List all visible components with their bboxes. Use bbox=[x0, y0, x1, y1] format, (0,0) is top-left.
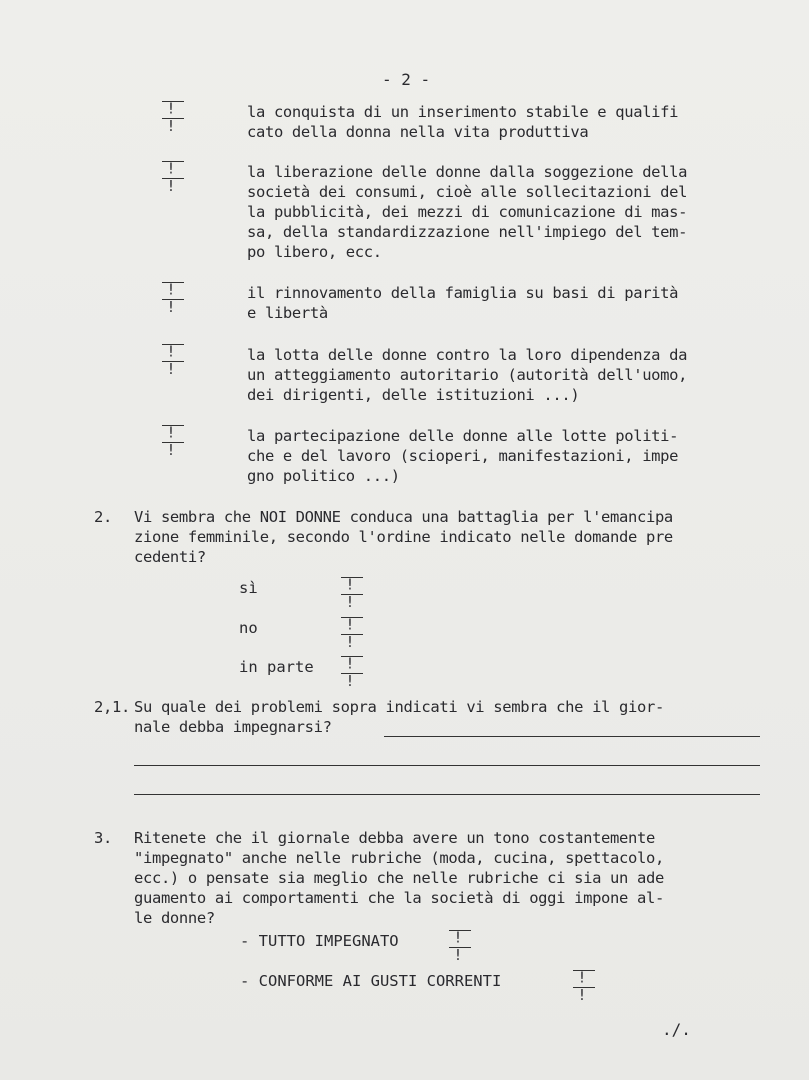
q21-line-2: nale debba impegnarsi? bbox=[134, 718, 332, 736]
q3-line-1: Ritenete che il giornale debba avere un tono costantemente bbox=[134, 829, 655, 847]
item-3-line-2: e libertà bbox=[247, 304, 328, 322]
q2-line-3: cedenti? bbox=[134, 548, 206, 566]
checkbox-item-3[interactable]: ! ! bbox=[162, 282, 184, 300]
item-2-line-4: sa, della standardizzazione nell'impiego del tem- bbox=[247, 223, 688, 241]
item-2-line-1: la liberazione delle donne dalla soggezione della bbox=[247, 163, 688, 181]
q21-number: 2,1. bbox=[94, 698, 130, 716]
item-2-line-5: po libero, ecc. bbox=[247, 243, 382, 261]
checkbox-item-2[interactable]: ! ! bbox=[162, 161, 184, 179]
q3-option-conforme-label: - CONFORME AI GUSTI CORRENTI bbox=[240, 972, 502, 990]
item-2-line-2: società dei consumi, cioè alle sollecitazioni del bbox=[247, 183, 688, 201]
q2-option-no-checkbox[interactable]: ! ! bbox=[341, 617, 363, 635]
q3-number: 3. bbox=[94, 829, 112, 847]
q3-option-tutto-impegnato-checkbox[interactable]: ! ! bbox=[449, 930, 471, 948]
page-number: - 2 - bbox=[382, 70, 431, 89]
q2-option-no-label: no bbox=[239, 619, 258, 637]
item-2-line-3: la pubblicità, dei mezzi di comunicazione di mas- bbox=[247, 203, 688, 221]
q21-line-1: Su quale dei problemi sopra indicati vi sembra che il gior- bbox=[134, 698, 664, 716]
item-4-line-2: un atteggiamento autoritario (autorità dell'uomo, bbox=[247, 366, 688, 384]
checkbox-item-4[interactable]: ! ! bbox=[162, 344, 184, 362]
q3-line-4: guamento ai comportamenti che la società di oggi impone al- bbox=[134, 889, 664, 907]
q21-answer-line-3[interactable] bbox=[134, 794, 760, 795]
q3-line-2: "impegnato" anche nelle rubriche (moda, cucina, spettacolo, bbox=[134, 849, 664, 867]
q2-number: 2. bbox=[94, 508, 112, 526]
item-1-line-1: la conquista di un inserimento stabile e qualifi bbox=[247, 103, 679, 121]
checkbox-item-5[interactable]: ! ! bbox=[162, 425, 184, 443]
item-5-line-3: gno politico ...) bbox=[247, 467, 400, 485]
item-5-line-2: che e del lavoro (scioperi, manifestazioni, impe bbox=[247, 447, 679, 465]
q2-line-2: zione femminile, secondo l'ordine indicato nelle domande pre bbox=[134, 528, 673, 546]
q2-option-si-checkbox[interactable]: ! ! bbox=[341, 577, 363, 595]
q21-answer-line-1[interactable] bbox=[384, 736, 760, 737]
checkbox-item-1[interactable]: ! ! bbox=[162, 101, 184, 119]
q2-option-in-parte-checkbox[interactable]: ! ! bbox=[341, 656, 363, 674]
q2-option-in-parte-label: in parte bbox=[239, 658, 314, 676]
item-4-line-3: dei dirigenti, delle istituzioni ...) bbox=[247, 386, 580, 404]
q2-option-si-label: sì bbox=[239, 579, 258, 597]
q3-line-3: ecc.) o pensate sia meglio che nelle rubriche ci sia un ade bbox=[134, 869, 664, 887]
q3-option-tutto-impegnato-label: - TUTTO IMPEGNATO bbox=[240, 932, 399, 950]
item-5-line-1: la partecipazione delle donne alle lotte politi- bbox=[247, 427, 679, 445]
item-1-line-2: cato della donna nella vita produttiva bbox=[247, 123, 589, 141]
q3-option-conforme-checkbox[interactable]: ! ! bbox=[573, 970, 595, 988]
continuation-mark: ./. bbox=[662, 1020, 691, 1039]
q2-line-1: Vi sembra che NOI DONNE conduca una battaglia per l'emancipa bbox=[134, 508, 673, 526]
item-3-line-1: il rinnovamento della famiglia su basi di parità bbox=[247, 284, 679, 302]
item-4-line-1: la lotta delle donne contro la loro dipendenza da bbox=[247, 346, 688, 364]
q21-answer-line-2[interactable] bbox=[134, 765, 760, 766]
q3-line-5: le donne? bbox=[134, 909, 215, 927]
